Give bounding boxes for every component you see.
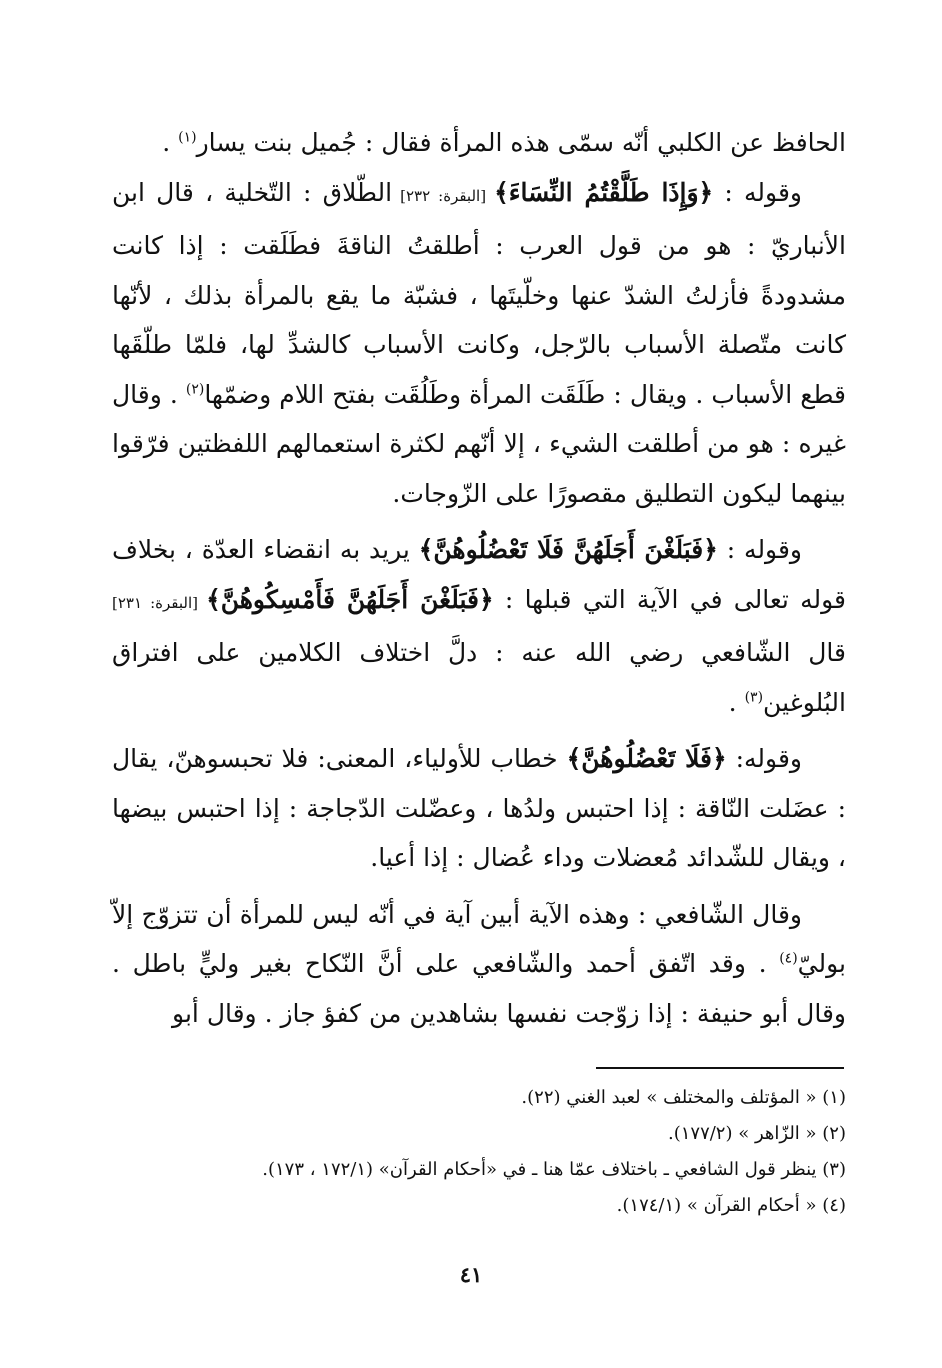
verse-reference: [البقرة: ٢٣١] <box>112 593 207 612</box>
footnote-marker: (٢) <box>185 381 205 398</box>
footnote-marker: (١) <box>178 129 197 146</box>
footnote-separator <box>596 1067 844 1069</box>
text-segment: وقوله: <box>726 744 802 773</box>
paragraph <box>112 734 846 883</box>
footnote: (١) « المؤتلف والمختلف » لعبد الغني (٢٢). <box>521 1087 846 1108</box>
page-number: ٤١ <box>459 1262 483 1287</box>
paragraph <box>112 118 846 168</box>
footnotes <box>112 1080 846 1224</box>
text-segment: وقوله : <box>717 535 802 564</box>
paragraph <box>112 168 846 519</box>
text-segment: . <box>162 128 179 157</box>
text-segment: يريد به انقضاء العدّة ، بخلاف قوله تعالى في الآية التي قبلها : <box>112 535 846 614</box>
paragraph <box>112 890 846 1039</box>
text-segment: الحافظ عن الكلبي أنّه سمّى هذه المرأة فقال : جُميل بنت يسار <box>196 128 846 157</box>
text-segment: . وقد اتّفق أحمد والشّافعي على أنَّ النّكاح بغير وليٍّ باطل . وقال أبو حنيفة : إذا زوّجت نفسها بشاهدين من كفؤ جاز . وقال أبو <box>112 949 846 1028</box>
footnote: (٣) ينظر قول الشافعي ـ باختلاف عمّا هنا ـ في «أحكام القرآن» (١٧٢/١ ، ١٧٣). <box>262 1159 846 1180</box>
quran-verse: ﴿فَبَلَغْنَ أَجَلَهُنَّ فَلَا تَعْضُلُوهُنَّ﴾ <box>418 535 718 564</box>
quran-verse: ﴿وَإِذَا طَلَّقْتُمُ النِّسَاءَ﴾ <box>494 177 714 207</box>
text-segment: . <box>728 687 745 717</box>
verse-reference: [البقرة: ٢٣٢] <box>392 186 495 205</box>
text-segment: وقال الشّافعي : وهذه الآية أبين آية في أنّه ليس للمرأة أن تتزوّج إلاّ بوليّ <box>112 899 846 978</box>
quran-verse: ﴿فَلَا تَعْضُلُوهُنَّ﴾ <box>566 744 727 773</box>
main-text <box>112 118 846 1038</box>
text-segment: قال الشّافعي رضي الله عنه : دلَّ اختلاف الكلامين على افتراق البُلوغين <box>112 638 846 717</box>
paragraph <box>112 525 846 727</box>
text-segment: الطّلاق : التّخلية ، قال ابن الأنباريّ : هو من قول العرب : أطلقتُ الناقةَ فطَلَقت : إذا كانت مشدودةً فأزلتُ الشدّ عنها وخلّيتَها ، فشبّة ما يقع بالمرأة بذلك ، لأنّها كانت متّصلة الأسباب بالرّجل، وكانت الأسباب كالشدِّ لها، فلمّا طلّقَها قطع الأسباب . ويقال : طَلَقَت المرأة وطَلُقَت بفتح اللام وضمّها <box>112 177 846 409</box>
footnote-marker: (٤) <box>779 950 798 967</box>
footnote: (٤) « أحكام القرآن » (١٧٤/١). <box>616 1195 846 1216</box>
text-segment: . وقال غيره : هو من أطلقت الشيء ، إلا أنّهم لكثرة استعمالهم اللفظتين فرّقوا بينهما ليكون التطليق مقصورًا على الزّوجات. <box>112 379 846 508</box>
footnote: (٢) « الزّاهر » (١٧٧/٢). <box>667 1123 846 1144</box>
quran-verse: ﴿فَبَلَغْنَ أَجَلَهُنَّ فَأَمْسِكُوهُنَّ﴾ <box>206 584 494 614</box>
text-segment: خطاب للأولياء، المعنى: فلا تحبسوهنّ، يقال : عضَلت النّاقة : إذا احتبس ولدُها ، وعضّلت الدّجاجة : إذا احتبس بيضها ، ويقال للشّدائد مُعضلات وداء عُضال : إذا أعيا. <box>112 744 846 872</box>
text-segment: وقوله : <box>713 177 802 207</box>
footnote-marker: (٣) <box>744 689 764 706</box>
